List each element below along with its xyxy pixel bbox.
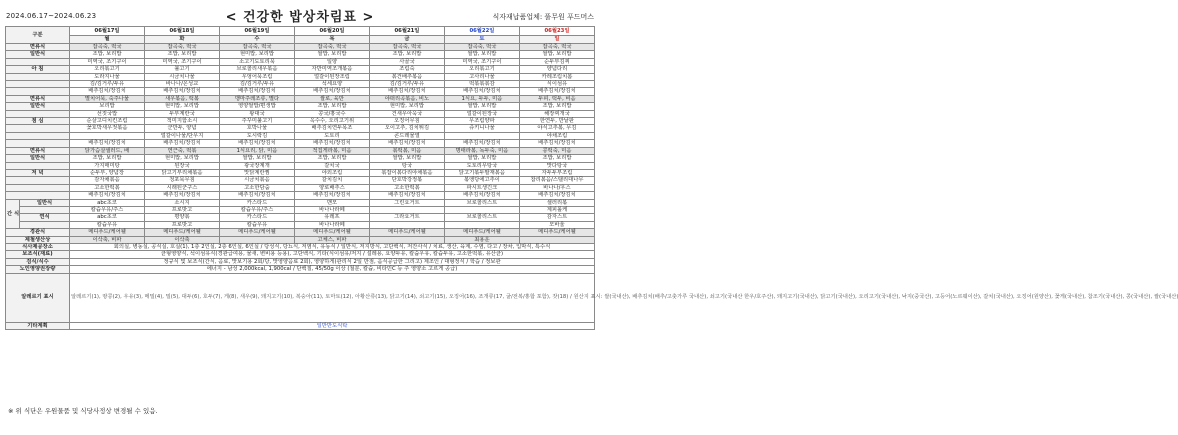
- meal-row: [6, 132, 595, 139]
- snack-cell: 소시지: [145, 199, 220, 206]
- meal-row: [6, 103, 595, 110]
- snack-cell: abc초코: [70, 214, 145, 221]
- menu-cell: 잡곡죽, 떡국: [519, 44, 594, 51]
- menu-cell: 쥬키니나물: [444, 125, 519, 132]
- meal-row-label: [6, 184, 70, 191]
- menu-cell: 배추김치/장김치: [219, 140, 294, 147]
- snack-cell: 카스타드: [219, 199, 294, 206]
- menu-cell: 쌀밥, 보리밥: [444, 103, 519, 110]
- meal-row-label: 일반식: [6, 103, 70, 110]
- menu-cell: 한연두, 만낱판: [519, 118, 594, 125]
- menu-cell: 꽃호박새우젓볶음: [70, 125, 145, 132]
- snack-row-label: 연식: [20, 214, 70, 221]
- bottom-cell: [519, 236, 594, 243]
- menu-cell: 쌀밥, 보리밥: [444, 155, 519, 162]
- info-row-text: 정규식 및 보조식(간식, 음료, 맛보기용 2회/당, 맛영양음료 2회), 영양하게(관리식 2일 만점, 음식공급한 그리고) 제조인 / 대형정식 / 학습 / 정보관: [70, 258, 595, 265]
- bottom-row: [6, 236, 595, 243]
- meal-row-label: 점 심: [6, 118, 70, 125]
- bottom-cell: 메디푸드/케어웰: [519, 229, 594, 236]
- menu-cell: 시금치나물: [145, 73, 220, 80]
- meal-row: [6, 88, 595, 95]
- menu-cell: 소고기도토리묵: [219, 58, 294, 65]
- meal-row-label: [6, 132, 70, 139]
- info-row-label: 식사제공장소: [6, 243, 70, 250]
- menu-cell: 도시락김: [219, 132, 294, 139]
- meal-row-label: [6, 177, 70, 184]
- menu-cell: 배추김치/장김치: [219, 88, 294, 95]
- menu-cell: 배추김치/장김치: [369, 192, 444, 199]
- menu-cell: 우엉어묵조림: [219, 73, 294, 80]
- info-row-label: 검식/식수: [6, 258, 70, 265]
- meal-row: [6, 155, 595, 162]
- info-row: [6, 258, 595, 265]
- meal-row-label: [6, 125, 70, 132]
- menu-cell: 현미밥, 보리밥: [219, 51, 294, 58]
- other-plan-label: 기타계획: [6, 322, 70, 329]
- date-header-row: [6, 27, 595, 36]
- snack-row-label: [20, 206, 70, 213]
- meal-row: [6, 73, 595, 80]
- menu-cell: 야식고추볶, 무김: [519, 125, 594, 132]
- menu-cell: 갈치국: [294, 162, 369, 169]
- menu-cell: 맛다탕국: [519, 162, 594, 169]
- weekday-cell: 화: [145, 36, 220, 44]
- snack-row: [6, 199, 595, 206]
- snack-cell: 평양볶: [145, 214, 220, 221]
- meal-row-label: [6, 140, 70, 147]
- menu-cell: 맹마주레조류, 멸다: [219, 95, 294, 102]
- menu-cell: 얼갈이나물/단무지: [145, 132, 220, 139]
- menu-cell: 시금치볶음: [219, 177, 294, 184]
- menu-cell: 닭고기부리채볶음: [145, 169, 220, 176]
- menu-cell: 조밥, 보리밥: [70, 51, 145, 58]
- snack-group-label: 간 식: [6, 199, 20, 229]
- menu-cell: 볶앵당에고추이: [444, 177, 519, 184]
- menu-cell: 순두부김찌: [519, 58, 594, 65]
- snack-row: [6, 214, 595, 221]
- column-label: 구분: [6, 27, 70, 44]
- date-cell: 06월19일: [219, 27, 294, 36]
- date-cell: 06월18일: [145, 27, 220, 36]
- snack-cell: 칼슘우유/주스: [70, 206, 145, 213]
- menu-cell: 적집게라볶, 미음: [294, 147, 369, 154]
- meal-row: [6, 110, 595, 117]
- meal-row: [6, 192, 595, 199]
- date-cell: 06월21일: [369, 27, 444, 36]
- meal-row: [6, 95, 595, 102]
- menu-cell: 야채조림: [519, 132, 594, 139]
- meal-row: [6, 169, 595, 176]
- menu-cell: 가지매미탕: [70, 162, 145, 169]
- menu-cell: 볶떡볶, 미음: [369, 147, 444, 154]
- menu-cell: 배추김치/장김치: [145, 88, 220, 95]
- page-title: < 건강한 밥상차림표 >: [225, 10, 375, 25]
- allergy-label: 알레르기 표시: [6, 273, 70, 322]
- menu-cell: 도토리: [294, 132, 369, 139]
- menu-cell: 고소한담숨: [219, 184, 294, 191]
- menu-cell: 미역국, 조기구이: [145, 58, 220, 65]
- menu-cell: 브로콜리새우볶음: [219, 66, 294, 73]
- menu-cell: 쌀밥, 보리밥: [294, 51, 369, 58]
- menu-cell: 김/김거루/두유: [70, 81, 145, 88]
- menu-cell: 조밥, 보리밥: [294, 103, 369, 110]
- meal-row: [6, 162, 595, 169]
- date-cell: 06월20일: [294, 27, 369, 36]
- snack-cell: 칼슘우유: [70, 221, 145, 228]
- snack-cell: [369, 221, 444, 228]
- snack-cell: [369, 206, 444, 213]
- snack-cell: 그린요거트: [369, 199, 444, 206]
- menu-cell: 찹리볶음/스탤리대나무: [519, 177, 594, 184]
- menu-cell: 콩떡죽, 미음: [519, 147, 594, 154]
- menu-cell: 미역국, 조기구이: [444, 58, 519, 65]
- bottom-row-label: 경관식: [6, 229, 70, 236]
- meal-row-label: 일반식: [6, 155, 70, 162]
- menu-cell: 배추김치/장김치: [70, 140, 145, 147]
- meal-row: [6, 58, 595, 65]
- menu-cell: 배추김치/장김치: [369, 140, 444, 147]
- snack-row-label: 일반식: [20, 199, 70, 206]
- info-row-text: 회의실, 병동실, 공식실, 호실(1), 1층 2인실, 2층 6인실, 6인실 / 당성식, 당뇨식, 저염식, 유동식 / 일반식, 저지방식, 고단백식, 저잔사식 / 치료, 생산, 육계, 수염, 다고 / 장차, 입막식, 특수식: [70, 243, 595, 250]
- info-row: [6, 243, 595, 250]
- menu-cell: 고소한떡볶: [70, 184, 145, 191]
- menu-cell: 적미지함소시: [145, 118, 220, 125]
- info-row-label: 노인영양권장량: [6, 266, 70, 273]
- meal-row-label: 면류식: [6, 95, 70, 102]
- meal-row: [6, 44, 595, 51]
- menu-cell: 콩국/홍국수: [294, 110, 369, 117]
- menu-cell: 잡곡죽, 떡국: [294, 44, 369, 51]
- menu-cell: 오징어무침: [369, 118, 444, 125]
- menu-cell: 탕국: [369, 162, 444, 169]
- menu-cell: 조림숙: [369, 66, 444, 73]
- menu-cell: 자반미역조개볶음: [294, 66, 369, 73]
- menu-cell: 시래된군구스: [145, 184, 220, 191]
- menu-cell: 잡곡죽, 떡국: [444, 44, 519, 51]
- snack-cell: 브로콜리스트: [444, 199, 519, 206]
- snack-cell: [444, 206, 519, 213]
- menu-cell: 쌀로, 육만: [294, 95, 369, 102]
- meal-row: [6, 66, 595, 73]
- meal-row: [6, 177, 595, 184]
- menu-cell: 배추김치/장김치: [444, 88, 519, 95]
- menu-cell: 1식요, 두두, 미음: [444, 95, 519, 102]
- snack-cell: 그라요거트: [369, 214, 444, 221]
- weekday-cell: 일: [519, 36, 594, 44]
- menu-cell: 바나나/우스: [519, 184, 594, 191]
- menu-cell: 맛닭계란찜: [219, 169, 294, 176]
- menu-cell: 떡볶볶볶감: [444, 81, 519, 88]
- menu-cell: 조밥, 보리밥: [145, 51, 220, 58]
- meal-row: [6, 184, 595, 191]
- snack-cell: abc초코: [70, 199, 145, 206]
- snack-cell: 맨모: [294, 199, 369, 206]
- menu-cell: 일양: [294, 58, 369, 65]
- snack-row-label: [20, 221, 70, 228]
- menu-cell: 바나나/온성교: [145, 81, 220, 88]
- meal-row-label: [6, 81, 70, 88]
- menu-cell: 왕대국: [219, 110, 294, 117]
- menu-cell: 조밥, 보리밥: [294, 155, 369, 162]
- snack-cell: 바나나라떼: [294, 206, 369, 213]
- date-range: 2024.06.17~2024.06.23: [6, 12, 97, 20]
- weekday-row: [6, 36, 595, 44]
- menu-cell: 양로배추스: [294, 184, 369, 191]
- menu-cell: 배추김치/장김치: [444, 140, 519, 147]
- menu-cell: 배추김치/장김치: [444, 192, 519, 199]
- menu-cell: 두피, 떡두, 비음: [519, 95, 594, 102]
- menu-cell: 순살고디치킨조림: [70, 118, 145, 125]
- menu-cell: 김/김거루/두유: [369, 81, 444, 88]
- menu-cell: 불고기: [145, 66, 220, 73]
- menu-cell: 단호박강정볶: [369, 177, 444, 184]
- bottom-cell: 메디푸드/케어웰: [70, 229, 145, 236]
- snack-cell: 프로밧고: [145, 206, 220, 213]
- menu-cell: 잡곡죽, 떡국: [70, 44, 145, 51]
- menu-cell: [70, 132, 145, 139]
- other-plan-text: 일반반도식탁: [70, 322, 595, 329]
- snack-cell: 브로콜리스트: [444, 214, 519, 221]
- bottom-cell: 최용운: [444, 236, 519, 243]
- meal-row: [6, 51, 595, 58]
- menu-cell: 볶건배추볶음: [369, 73, 444, 80]
- menu-cell: 조밥, 보리밥: [70, 155, 145, 162]
- menu-cell: 현미밥, 보리밥: [145, 155, 220, 162]
- menu-cell: 배추김치/장김치: [519, 140, 594, 147]
- menu-cell: 배추김치/장김치: [519, 192, 594, 199]
- snack-cell: 감자스트: [519, 214, 594, 221]
- meal-row: [6, 147, 595, 154]
- menu-cell: 조밥, 보리밥: [519, 155, 594, 162]
- menu-cell: 쌀밥, 보리밥: [369, 155, 444, 162]
- menu-cell: 쌀밥, 보리밥: [219, 155, 294, 162]
- menu-cell: 오리볶고기: [444, 66, 519, 73]
- menu-cell: 배추김치연두목조: [294, 125, 369, 132]
- info-row-label: 보조식(재료): [6, 251, 70, 258]
- menu-cell: 선짓국밥: [70, 110, 145, 117]
- menu-cell: 해장찌개국: [519, 110, 594, 117]
- menu-cell: 순두부, 양념장: [70, 169, 145, 176]
- vendor-label: 식자재납품업체: 풀무원 푸드머스: [492, 13, 594, 21]
- info-row: [6, 251, 595, 258]
- menu-cell: 야외조림: [294, 169, 369, 176]
- bottom-cell: 메디푸드/케어웰: [219, 229, 294, 236]
- meal-row-label: [6, 110, 70, 117]
- bottom-cell: [369, 236, 444, 243]
- bottom-cell: 고체스, 비파: [294, 236, 369, 243]
- snack-cell: 바나나라떼: [294, 221, 369, 228]
- meal-row-label: [6, 162, 70, 169]
- menu-cell: 볶잡이볶다리야채볶음: [369, 169, 444, 176]
- menu-cell: 잡곡죽, 떡국: [219, 44, 294, 51]
- menu-cell: 배추김치/장김치: [145, 140, 220, 147]
- snack-cell: [444, 221, 519, 228]
- meal-row: [6, 118, 595, 125]
- bottom-cell: [219, 236, 294, 243]
- menu-cell: 두부계란국: [145, 110, 220, 117]
- date-cell: 06월17일: [70, 27, 145, 36]
- info-row: [6, 266, 595, 273]
- menu-cell: 석세요양: [294, 81, 369, 88]
- menu-cell: 김/김거루/두유: [219, 81, 294, 88]
- menu-cell: 고사리나물: [444, 73, 519, 80]
- bottom-row: [6, 229, 595, 236]
- bottom-cell: 메디푸드/케어웰: [369, 229, 444, 236]
- menu-cell: 배추김치/장김치: [294, 192, 369, 199]
- menu-cell: 도토리무탕국: [444, 162, 519, 169]
- date-cell: 06월23일: [519, 27, 594, 36]
- bottom-cell: 메디푸드/케어웰: [444, 229, 519, 236]
- bottom-cell: 메디푸드/케어웰: [145, 229, 220, 236]
- meal-row-label: [6, 192, 70, 199]
- menu-cell: 배추김치/장김치: [70, 88, 145, 95]
- meal-row-label: 저 녁: [6, 169, 70, 176]
- meal-table: [5, 26, 1178, 330]
- menu-cell: 양념다리: [519, 66, 594, 73]
- bottom-row-label: 제철생산상: [6, 236, 70, 243]
- menu-cell: 사골국: [369, 58, 444, 65]
- weekday-cell: 목: [294, 36, 369, 44]
- menu-cell: 얼갈이된장국: [444, 110, 519, 117]
- menu-cell: 멸치어묵, 숙주나물: [70, 95, 145, 102]
- meal-row-label: 면류식: [6, 44, 70, 51]
- info-row-text: 에너지 - 남성 2,000kcal, 1,900cal / 단백질, 45/50g 이상 (철분, 칼슘, 비타민C 등 주 영양소 고르게 공급): [70, 266, 595, 273]
- menu-cell: 명태라볶, 녹두죽, 미음: [444, 147, 519, 154]
- menu-cell: 조밥, 보리밥: [519, 103, 594, 110]
- menu-cell: 닭가슴살샐러드, 배: [70, 147, 145, 154]
- menu-cell: 현미밥, 보리밥: [145, 103, 220, 110]
- menu-cell: 콘드레물열: [369, 132, 444, 139]
- menu-cell: 조밥, 보리밥: [369, 51, 444, 58]
- menu-cell: 무조림양파: [444, 118, 519, 125]
- menu-cell: 배추김치/장김치: [294, 88, 369, 95]
- menu-cell: 쌀밥, 보리밥: [519, 51, 594, 58]
- snack-cell: 유레프: [294, 214, 369, 221]
- meal-row-label: 일반식: [6, 51, 70, 58]
- bottom-cell: 이삭축, 비파: [70, 236, 145, 243]
- menu-cell: 얼갈이된장조림: [294, 73, 369, 80]
- menu-cell: 건새우아욱국: [369, 110, 444, 117]
- menu-cell: 갈치김치: [294, 177, 369, 184]
- menu-cell: 잡곡죽, 떡국: [369, 44, 444, 51]
- menu-cell: 청포묵무침: [145, 177, 220, 184]
- weekday-cell: 월: [70, 36, 145, 44]
- menu-cell: 자두두부조림: [519, 169, 594, 176]
- snack-cell: 샐러리볶: [519, 199, 594, 206]
- snack-row: [6, 221, 595, 228]
- bottom-cell: 이삭축: [145, 236, 220, 243]
- menu-cell: 오리볶고기: [70, 66, 145, 73]
- menu-cell: 파시트생긴크: [444, 184, 519, 191]
- meal-row: [6, 81, 595, 88]
- snack-cell: 프로밧고: [145, 221, 220, 228]
- date-cell: 06월22일: [444, 27, 519, 36]
- footer-note: ※ 위 식단은 우원물품 및 식당사정상 변경될 수 있음.: [8, 407, 158, 415]
- menu-cell: 배추김치/장김치: [369, 88, 444, 95]
- menu-cell: 된장국: [145, 162, 220, 169]
- other-plan-row: [6, 322, 595, 329]
- meal-row: [6, 140, 595, 147]
- menu-cell: 닭고기볶두팔재볶음: [444, 169, 519, 176]
- meal-row-label: [6, 88, 70, 95]
- menu-cell: 쌀밥, 보리밥: [444, 51, 519, 58]
- allergy-row: [6, 273, 595, 322]
- snack-cell: 카스타드: [219, 214, 294, 221]
- snack-cell: 칼슘우유/주스: [219, 206, 294, 213]
- snack-cell: 칼슘우유: [219, 221, 294, 228]
- menu-cell: 새우볶음, 떡볶: [145, 95, 220, 102]
- menu-cell: 보리밥: [70, 103, 145, 110]
- meal-row-label: 면류식: [6, 147, 70, 154]
- allergy-text: 알레르기(1), 땅콩(2), 우유(3), 메밀(4), 밀(5), 대두(6), 호두(7), 게(8), 새우(9), 돼지고기(10), 복숭아(11), 토마토(12), 아황산류(13), 닭고기(14), 쇠고기(15), 오징어(16), 조개류(17, 굴/전복/홍합 포함), 잣(18) / 원산지 표시: 쌀(국내산), 배추김치(배추/고춧가루 국내산), 쇠고기(국내산 한우/호주산), 돼지고기(국내산), 닭고기(국내산), 오리고기(국내산), 낙지(중국산), 고등어(노르웨이산), 갈치(국내산), 오징어(원양산), 꽃게(국내산), 참조기(국내산), 콩(국내산), 쌀(국내산): [70, 273, 595, 322]
- menu-cell: 1식요리, 닭, 미음: [219, 147, 294, 154]
- menu-cell: 군만두, 양념: [145, 125, 220, 132]
- menu-cell: 호박나물: [219, 125, 294, 132]
- meal-row-label: [6, 73, 70, 80]
- menu-cell: 옥수수, 오리고기위: [294, 118, 369, 125]
- menu-cell: 배추김치/장김치: [519, 88, 594, 95]
- info-row-text: 균형영양식, 석이섬유식(경관급여용, 물새, 변비용 등용), 고단백식, 기타(식이섬유/저지 / 설레용, 요양두유, 칼슘우유, 칼슘두유, 고소한떡볶, 유산균): [70, 251, 595, 258]
- menu-cell: 카레조림치봄: [519, 73, 594, 80]
- menu-cell: 도라지나물: [70, 73, 145, 80]
- menu-cell: 오이고추, 김치튀김: [369, 125, 444, 132]
- menu-cell: 광국장계개: [219, 162, 294, 169]
- menu-cell: 배추김치/장김치: [294, 140, 369, 147]
- menu-cell: 감자채볶음: [70, 177, 145, 184]
- weekday-cell: 토: [444, 36, 519, 44]
- snack-cell: 모바울: [519, 221, 594, 228]
- menu-cell: 현미밥, 보리밥: [369, 103, 444, 110]
- menu-cell: 식이섬유: [519, 81, 594, 88]
- menu-cell: [444, 132, 519, 139]
- menu-cell: 영양쌀밥/편생밥: [219, 103, 294, 110]
- weekday-cell: 수: [219, 36, 294, 44]
- menu-cell: 야떠리곡볶음, 비노: [369, 95, 444, 102]
- menu-cell: 연근죽, 떡볶: [145, 147, 220, 154]
- menu-cell: 배추김치/장김치: [70, 192, 145, 199]
- snack-cell: 계피롤케: [519, 206, 594, 213]
- snack-row: [6, 206, 595, 213]
- weekday-cell: 금: [369, 36, 444, 44]
- menu-cell: 고소한떡볶: [369, 184, 444, 191]
- menu-cell: 배추김치/장김치: [145, 192, 220, 199]
- meal-row: [6, 125, 595, 132]
- menu-cell: 미역국, 조기구이: [70, 58, 145, 65]
- menu-cell: 배추김치/장김치: [219, 192, 294, 199]
- meal-row-label: [6, 58, 70, 65]
- meal-row-label: 아 침: [6, 66, 70, 73]
- bottom-cell: 메디푸드/케어웰: [294, 229, 369, 236]
- menu-cell: 잡곡죽, 떡국: [145, 44, 220, 51]
- menu-cell: 주꾸미불고기: [219, 118, 294, 125]
